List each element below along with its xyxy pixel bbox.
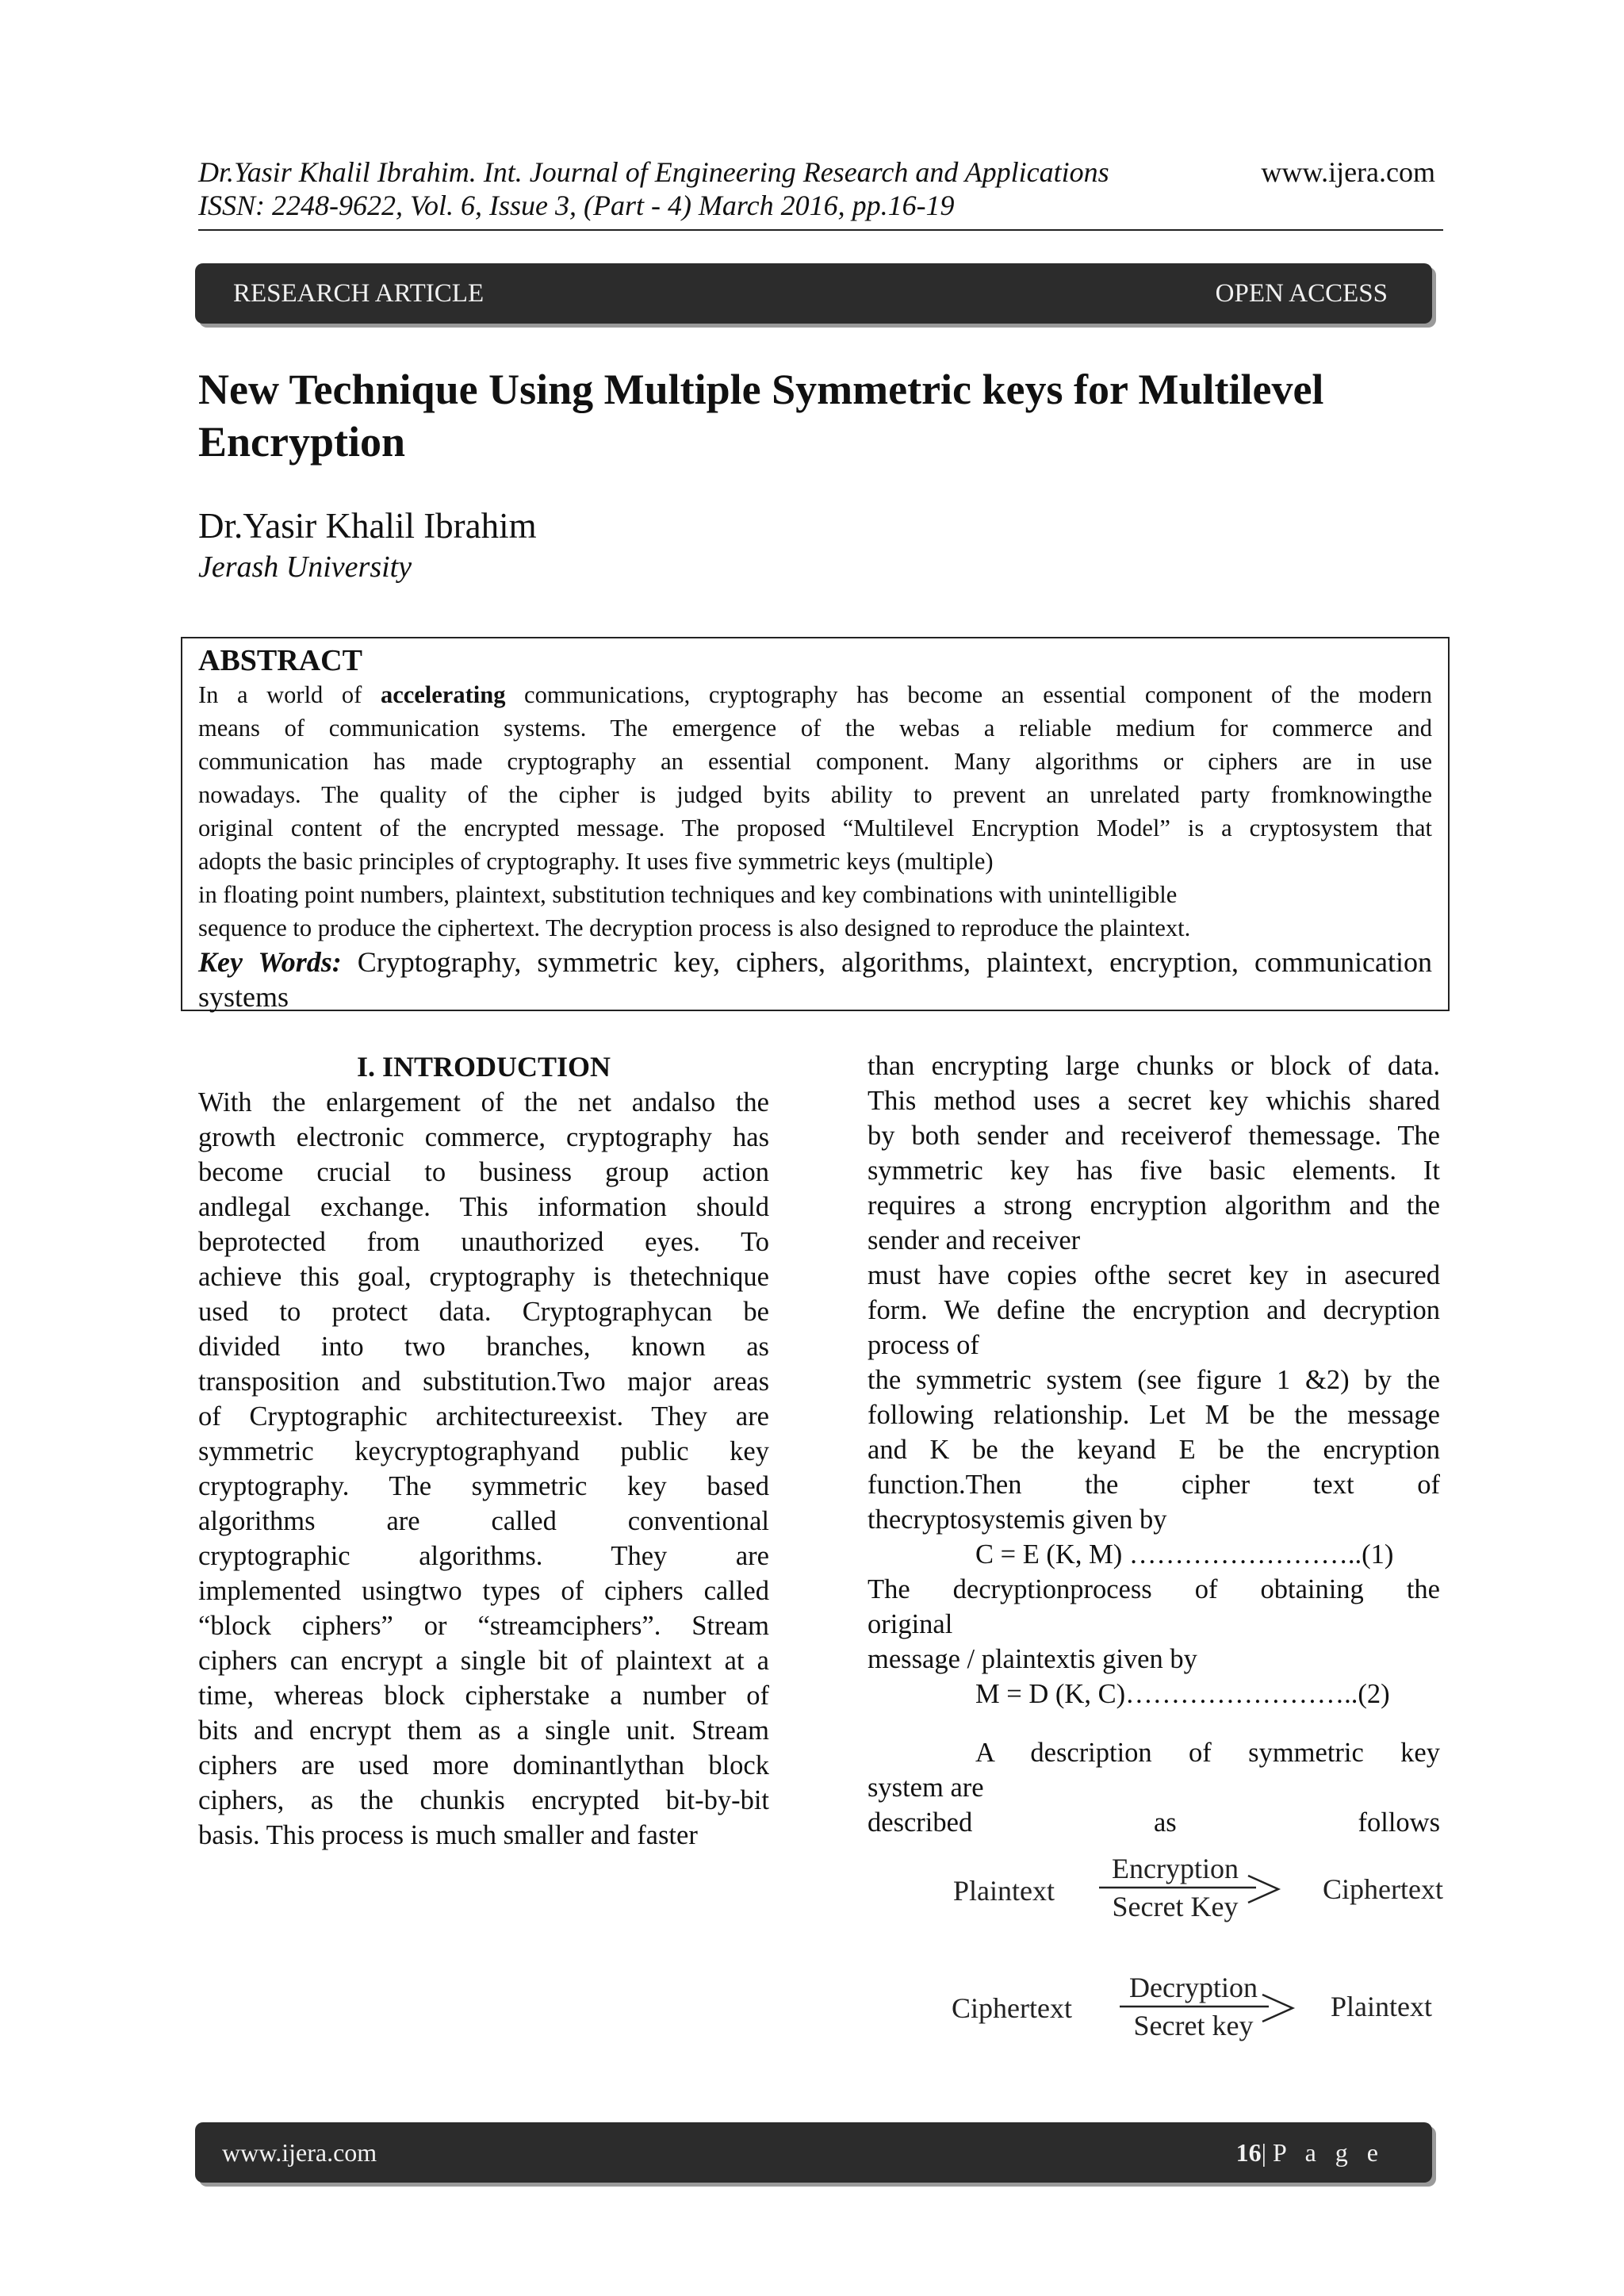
diagram-secret-key-label: Secret key — [1133, 2010, 1254, 2041]
paragraph-line: described as follows — [868, 1807, 1440, 1838]
paragraph-line: basis. This process is much smaller and faster — [198, 1820, 698, 1850]
page-number: 16 — [1235, 2137, 1262, 2167]
abstract-heading: ABSTRACT — [198, 644, 362, 677]
diagram-decryption-label: Decryption — [1129, 1972, 1258, 2003]
research-article-label: RESEARCH ARTICLE — [233, 278, 485, 308]
paragraph-line: of Cryptographic architectureexist. They are — [198, 1401, 769, 1432]
paragraph-line: implemented usingtwo types of ciphers called — [198, 1576, 769, 1606]
encryption-arrow-head — [1248, 1876, 1278, 1903]
abstract-line: nowadays. The quality of the cipher is judged byits ability to prevent an unrelated party fromknowingthe — [198, 781, 1432, 808]
paragraph-line: symmetric key has five basic elements. It — [868, 1156, 1440, 1186]
paragraph-line: transposition and substitution.Two major areas — [198, 1366, 769, 1397]
symmetric-key-diagram — [944, 1840, 1491, 2078]
paragraph-line: bits and encrypt them as a single unit. Stream — [198, 1715, 769, 1746]
paragraph-line: cryptography. The symmetric key based — [198, 1471, 769, 1501]
abstract-box — [181, 637, 1450, 1011]
abstract-line: means of communication systems. The emergence of the webas a reliable medium for commerce and — [198, 715, 1432, 742]
paragraph-line: ciphers are used more dominantlythan block — [198, 1750, 769, 1780]
equation-2: M = D (K, C)……………………..(2) — [975, 1679, 1390, 1709]
paragraph-line: used to protect data. Cryptographycan be — [198, 1297, 769, 1327]
encryption-row — [953, 1853, 1443, 1922]
section-heading-introduction: I. INTRODUCTION — [356, 1051, 611, 1083]
page-label: |P a g e — [1261, 2137, 1385, 2167]
citation-line-1: Dr.Yasir Khalil Ibrahim. Int. Journal of Engineering Research and Applications — [198, 156, 1109, 188]
page-footer-bar — [195, 2122, 1432, 2183]
author-name: Dr.Yasir Khalil Ibrahim — [198, 506, 537, 546]
page-indicator — [1236, 2138, 1385, 2168]
paragraph-line: beprotected from unauthorized eyes. To — [198, 1227, 769, 1257]
introduction-paragraph — [198, 1085, 769, 1818]
paragraph-line: and K be the keyand E be the encryption — [868, 1435, 1440, 1465]
keywords-line: systems — [198, 981, 289, 1013]
abstract-bold-word: accelerating — [380, 681, 506, 708]
open-access-label: OPEN ACCESS — [1215, 278, 1388, 308]
diagram-secret-key-label: Secret Key — [1112, 1891, 1239, 1922]
paragraph-line: This method uses a secret key whichis shared — [868, 1086, 1440, 1116]
paragraph-line: time, whereas block cipherstake a number of — [198, 1681, 769, 1711]
paragraph-line: become crucial to business group action — [198, 1157, 769, 1187]
equation-1: C = E (K, M) ……………………..(1) — [975, 1539, 1394, 1570]
paragraph-line: the symmetric system (see figure 1 &2) by the — [868, 1365, 1440, 1395]
paragraph-line: With the enlargement of the net andalso the — [198, 1087, 769, 1117]
paragraph-line: achieve this goal, cryptography is thetechnique — [198, 1262, 769, 1292]
paragraph-line: divided into two branches, known as — [198, 1332, 769, 1362]
citation-header — [198, 155, 1109, 222]
paragraph-line: The decryptionprocess of obtaining the — [868, 1574, 1440, 1604]
paragraph-line: symmetric keycryptographyand public key — [198, 1436, 769, 1466]
paragraph-line: “block ciphers” or “streamciphers”. Stream — [198, 1611, 769, 1641]
citation-line-2: ISSN: 2248-9622, Vol. 6, Issue 3, (Part - 4) March 2016, pp.16-19 — [198, 190, 955, 221]
abstract-line: sequence to produce the ciphertext. The decryption process is also designed to reproduce the plaintext. — [198, 914, 1191, 941]
paragraph-line: requires a strong encryption algorithm and the — [868, 1190, 1440, 1221]
spacer — [868, 1711, 1440, 1735]
diagram-plaintext-label: Plaintext — [1331, 1991, 1432, 2022]
keywords-text: Cryptography, symmetric key, ciphers, algorithms, plaintext, encryption, communication — [341, 946, 1432, 978]
paragraph-line: by both sender and receiverof themessage. The — [868, 1121, 1440, 1151]
decryption-row — [952, 1972, 1432, 2041]
diagram-ciphertext-label: Ciphertext — [952, 1992, 1072, 2024]
diagram-encryption-label: Encryption — [1112, 1853, 1239, 1884]
footer-website: www.ijera.com — [222, 2137, 377, 2167]
paragraph-line: thecryptosystemis given by — [868, 1504, 1167, 1535]
paragraph-line: algorithms are called conventional — [198, 1506, 769, 1536]
article-type-banner — [195, 263, 1432, 324]
header-rule — [198, 229, 1443, 231]
abstract-line — [198, 678, 1432, 711]
abstract-line: in floating point numbers, plaintext, substitution techniques and key combinations with unintelligible — [198, 881, 1178, 908]
paragraph-line: sender and receiver — [868, 1225, 1081, 1255]
right-column — [868, 1048, 1440, 1840]
diagram-ciphertext-label: Ciphertext — [1323, 1873, 1443, 1905]
left-column — [198, 1048, 769, 1853]
abstract-text: communications, cryptography has become an essential component of the modern — [505, 681, 1433, 708]
abstract-line: adopts the basic principles of cryptography. It uses five symmetric keys (multiple) — [198, 848, 994, 875]
paragraph — [868, 1048, 1440, 1258]
paragraph-line: message / plaintextis given by — [868, 1644, 1197, 1674]
author-affiliation: Jerash University — [198, 550, 412, 584]
paragraph — [868, 1258, 1440, 1363]
paragraph-line: growth electronic commerce, cryptography has — [198, 1122, 769, 1152]
paragraph-line: ciphers can encrypt a single bit of plaintext at a — [198, 1646, 769, 1676]
paragraph — [868, 1363, 1440, 1537]
abstract-text: In a world of — [198, 681, 381, 708]
abstract-line: communication has made cryptography an essential component. Many algorithms or ciphers are in use — [198, 748, 1432, 775]
decryption-arrow-head — [1262, 1995, 1293, 2022]
paragraph-line: must have copies ofthe secret key in asecured — [868, 1260, 1440, 1290]
paragraph-line: function.Then the cipher text of — [868, 1470, 1440, 1500]
keywords-line — [198, 945, 1432, 979]
paragraph-line: ciphers, as the chunkis encrypted bit-by-bit — [198, 1785, 769, 1815]
paragraph-line: original — [868, 1609, 953, 1639]
paragraph-line: form. We define the encryption and decryption — [868, 1295, 1440, 1325]
journal-website: www.ijera.com — [1261, 156, 1435, 188]
abstract-line: original content of the encrypted message. The proposed “Multilevel Encryption Model” is a cryptosystem that — [198, 815, 1432, 841]
paragraph-line: than encrypting large chunks or block of data. — [868, 1051, 1440, 1081]
paragraph-line: cryptographic algorithms. They are — [198, 1541, 769, 1571]
paragraph-line: andlegal exchange. This information should — [198, 1192, 769, 1222]
paragraph-line: process of — [868, 1330, 979, 1360]
paper-title: New Technique Using Multiple Symmetric keys for Multilevel Encryption — [198, 366, 1324, 466]
keywords-label: Key Words: — [198, 946, 342, 978]
paragraph-line: system are — [868, 1773, 984, 1803]
diagram-plaintext-label: Plaintext — [953, 1875, 1055, 1907]
paragraph-line: A description of symmetric key — [975, 1738, 1440, 1768]
paragraph-line: following relationship. Let M be the message — [868, 1400, 1440, 1430]
